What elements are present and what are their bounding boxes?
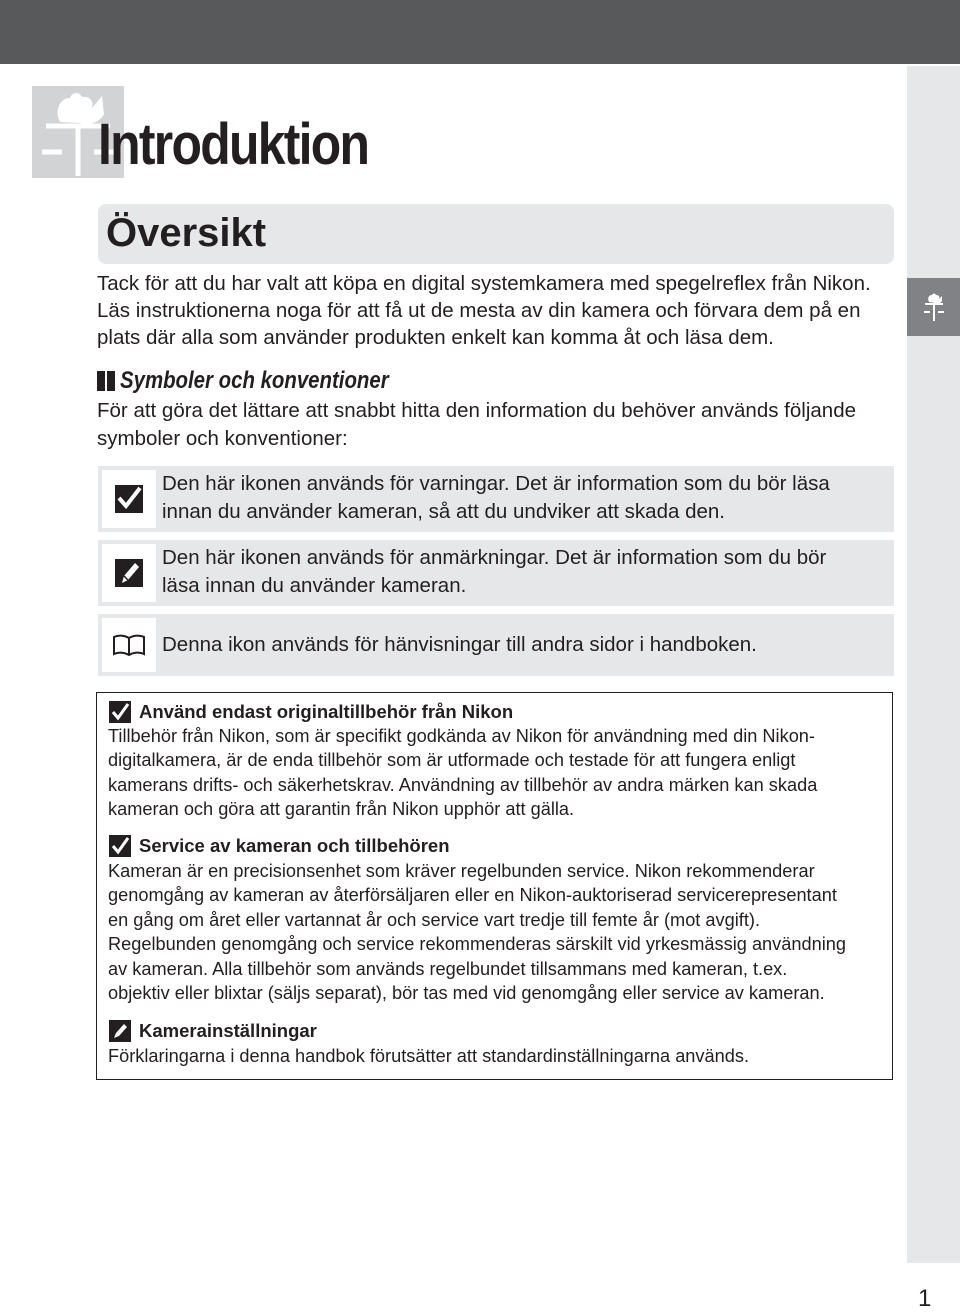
note-line: Kameran är en precisionsenhet som kräver regelbunden service. Nikon rekommenderar [108, 861, 815, 881]
row-text [162, 544, 826, 600]
note-line: Förklaringarna i denna handbok förutsätter att standardinställningarna används. [108, 1046, 750, 1066]
side-chapter-tab[interactable] [907, 278, 960, 336]
symbol-row-reference [98, 614, 894, 676]
note-line: genomgång av kameran av återförsäljaren eller en Nikon-auktoriserad servicerepresentant [108, 885, 837, 906]
book-reference-icon [112, 633, 146, 657]
notes-box [96, 692, 893, 1080]
section-header-box [98, 204, 894, 264]
page-number: 1 [918, 1285, 932, 1312]
note-heading [109, 1020, 317, 1042]
row-line: läsa innan du använder kameran. [162, 574, 467, 597]
row-line: innan du använder kameran, så att du undviker att skada den. [162, 500, 725, 523]
note-line: kamerans drifts- och säkerhetskrav. Användning av tillbehör av andra märken kan skada [108, 774, 818, 795]
section-title: Översikt [106, 211, 267, 255]
caution-check-icon [109, 701, 131, 723]
row-text [162, 631, 757, 659]
row-icon-box [102, 544, 156, 602]
symbols-paragraph [97, 397, 897, 453]
note-line: Tillbehör från Nikon, som är specifikt godkända av Nikon för användning med din Nikon- [108, 726, 815, 746]
note-heading [109, 701, 513, 723]
symbols-line: symboler och konventioner: [97, 427, 348, 450]
pencil-note-icon [109, 1020, 131, 1042]
intro-line: plats där alla som använder produkten enkelt kan komma åt och läsa dem. [97, 326, 774, 349]
top-header-bar [0, 0, 960, 64]
chapter-title: Introduktion [98, 112, 369, 177]
note-line: av kameran. Alla tillbehör som används regelbundet tillsammans med kameran, t.ex. [108, 958, 788, 979]
pencil-note-icon [114, 558, 144, 588]
row-line: Denna ikon används för hänvisningar till andra sidor i handboken. [162, 633, 757, 656]
row-text [162, 470, 830, 526]
symbols-line: För att göra det lättare att snabbt hitta den information du behöver används följande [97, 399, 856, 422]
symbol-row-caution [98, 466, 894, 532]
row-line: Den här ikonen används för varningar. Det är information som du bör läsa [162, 472, 830, 495]
note-title: Service av kameran och tillbehören [139, 835, 450, 856]
intro-line: Läs instruktionerna noga för att få ut de mesta av din kamera och förvara dem på en [97, 299, 861, 322]
note-title: Använd endast originaltillbehör från Nikon [139, 701, 514, 722]
note-body [108, 1044, 878, 1068]
caution-check-icon [114, 484, 144, 514]
intro-paragraph [97, 270, 897, 351]
weathervane-rooster-icon [921, 292, 947, 322]
symbols-heading [97, 367, 436, 395]
section-marker-icon [97, 371, 116, 391]
row-line: Den här ikonen används för anmärkningar. Det är information som du bör [162, 546, 827, 569]
symbols-heading-text: Symboler och konventioner [120, 367, 389, 394]
row-icon-box [102, 470, 156, 528]
note-line: en gång om året eller vartannat år och service vart tredje till femte år (mot avgift). [108, 909, 760, 930]
side-thumb-strip [907, 66, 960, 1263]
note-body [108, 859, 878, 1005]
caution-check-icon [109, 835, 131, 857]
row-icon-box [102, 618, 156, 672]
note-body [108, 724, 878, 822]
note-heading [109, 835, 450, 857]
note-line: objektiv eller blixtar (säljs separat), bör tas med vid genomgång eller service av kameran. [108, 983, 825, 1004]
symbol-row-note [98, 540, 894, 606]
intro-line: Tack för att du har valt att köpa en digital systemkamera med spegelreflex från Nikon. [97, 272, 871, 295]
note-line: Regelbunden genomgång och service rekommenderas särskilt vid yrkesmässig användning [108, 934, 846, 955]
note-line: digitalkamera, är de enda tillbehör som är utformade och testade för att fungera enligt [108, 750, 796, 771]
note-title: Kamerainställningar [139, 1020, 317, 1041]
note-line: kameran och göra att garantin från Nikon upphör att gälla. [108, 799, 575, 820]
